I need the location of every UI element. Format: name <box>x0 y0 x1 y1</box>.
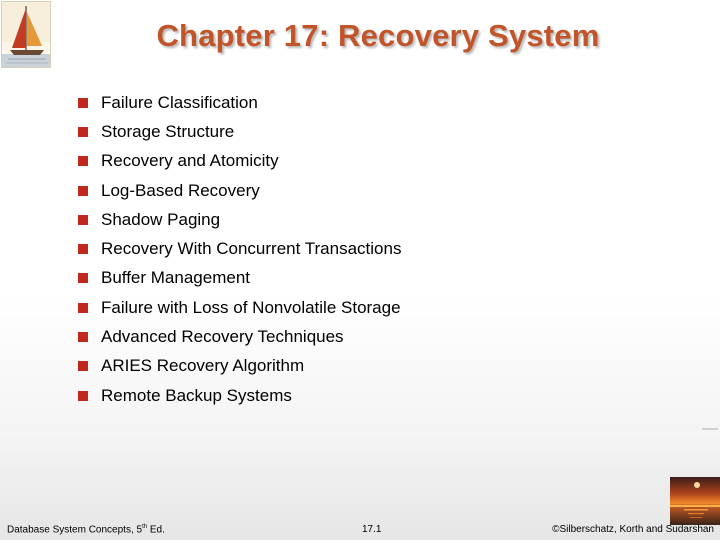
bullet-text: Storage Structure <box>101 121 235 141</box>
bullet-list <box>78 88 401 410</box>
list-item <box>78 293 401 322</box>
list-item <box>78 117 401 146</box>
slide-title: Chapter 17: Recovery System <box>156 18 600 53</box>
list-item <box>78 352 401 381</box>
square-bullet-icon <box>78 273 88 283</box>
slide-number: 17.1 <box>362 524 382 535</box>
bullet-text: ARIES Recovery Algorithm <box>101 356 305 376</box>
bullet-text: Advanced Recovery Techniques <box>101 327 344 347</box>
sunset-image-icon <box>670 477 720 525</box>
list-item <box>78 88 401 117</box>
square-bullet-icon <box>78 156 88 166</box>
square-bullet-icon <box>78 98 88 108</box>
bullet-text: Failure Classification <box>101 92 258 112</box>
footer-book-sup: th <box>142 524 148 530</box>
square-bullet-icon <box>78 361 88 371</box>
square-bullet-icon <box>78 332 88 342</box>
bullet-text: Log-Based Recovery <box>101 180 260 200</box>
square-bullet-icon <box>78 391 88 401</box>
footer-book-suffix: Ed. <box>147 524 165 536</box>
list-item <box>78 147 401 176</box>
square-bullet-icon <box>78 215 88 225</box>
bullet-text: Recovery With Concurrent Transactions <box>101 239 402 259</box>
list-item <box>78 381 401 410</box>
square-bullet-icon <box>78 303 88 313</box>
square-bullet-icon <box>78 186 88 196</box>
list-item <box>78 234 401 263</box>
list-item <box>78 205 401 234</box>
bullet-text: Shadow Paging <box>101 209 221 229</box>
list-item <box>78 264 401 293</box>
decorative-dash <box>702 428 718 430</box>
square-bullet-icon <box>78 244 88 254</box>
footer-copyright: ©Silberschatz, Korth and Sudarshan <box>552 524 714 535</box>
footer-book-title <box>7 524 165 535</box>
square-bullet-icon <box>78 127 88 137</box>
bullet-text: Recovery and Atomicity <box>101 151 279 171</box>
list-item <box>78 176 401 205</box>
bullet-text: Remote Backup Systems <box>101 385 292 405</box>
bullet-text: Failure with Loss of Nonvolatile Storage <box>101 297 401 317</box>
footer-book-prefix: Database System Concepts, 5 <box>7 524 143 536</box>
bullet-text: Buffer Management <box>101 268 250 288</box>
list-item <box>78 322 401 351</box>
